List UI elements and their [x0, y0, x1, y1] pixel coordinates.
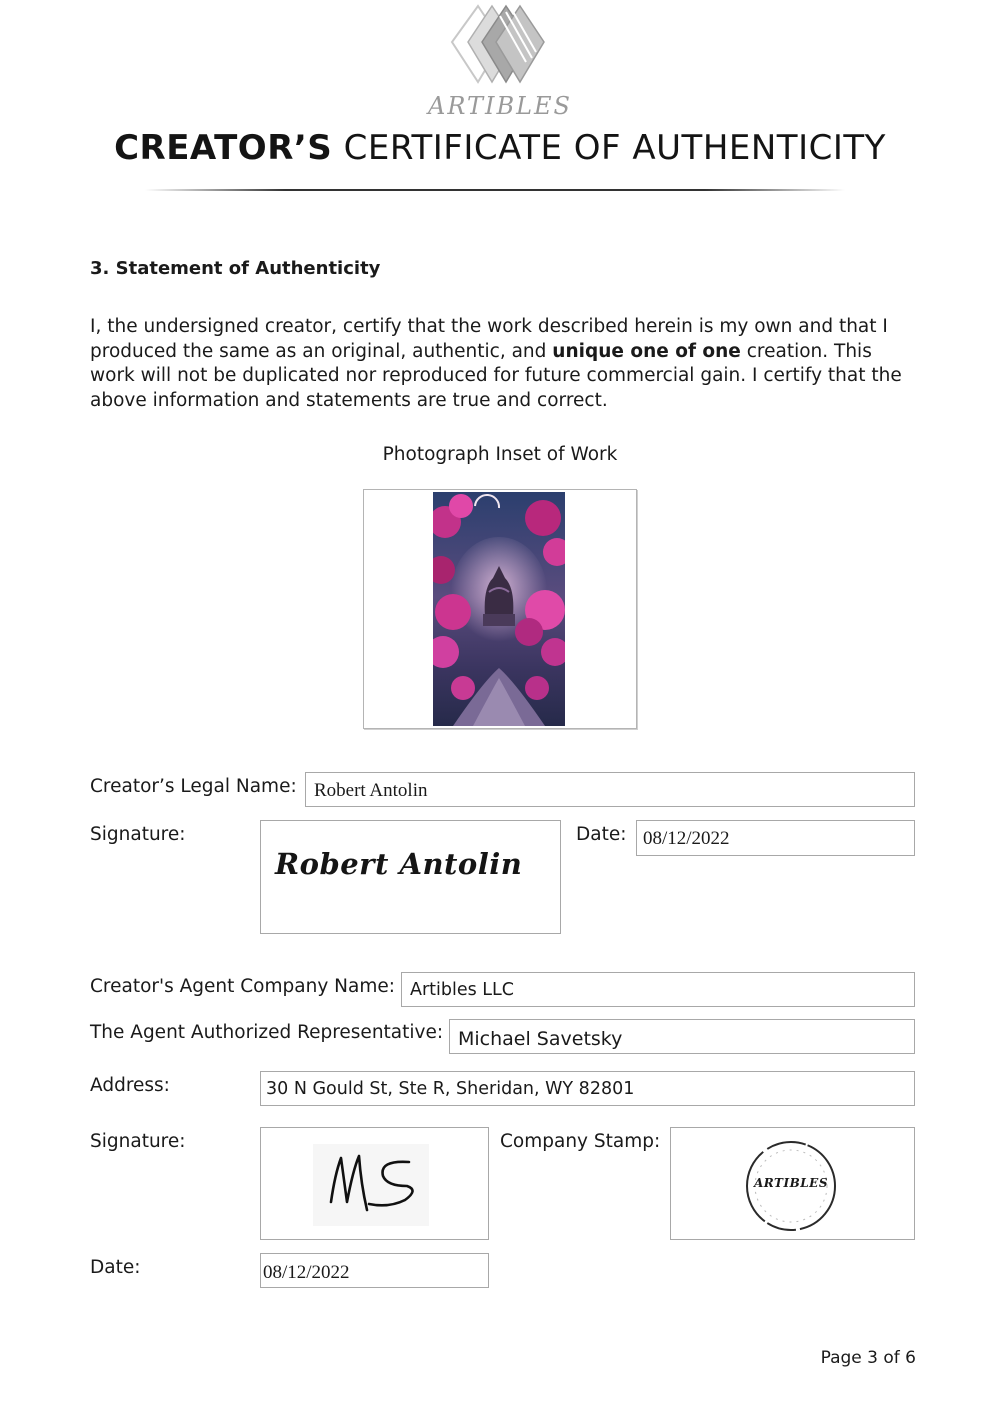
artibles-logo [440, 2, 560, 92]
agent-date-label: Date: [90, 1257, 141, 1278]
statement-text-1: I, the undersigned creator, certify that the work described herein is my own and that I produced the same as an original, authentic, and [90, 316, 888, 362]
statement-paragraph [90, 315, 910, 413]
statement-text-2: creation. This work will not be duplicated nor reproduced for future commercial gain. I certify that the above information and statements are true and correct. [90, 340, 902, 411]
address-label: Address: [90, 1075, 170, 1096]
section-heading: 3. Statement of Authenticity [90, 258, 381, 279]
stamp-text: ARTIBLES [753, 1176, 828, 1190]
creator-signature-label: Signature: [90, 824, 186, 845]
agent-company-field[interactable]: Artibles LLC [401, 972, 915, 1007]
statement-emphasis: unique one of one [552, 340, 741, 362]
agent-date-field[interactable]: 08/12/2022 [260, 1253, 489, 1288]
agent-signature-label: Signature: [90, 1131, 186, 1152]
title-rest: CERTIFICATE OF AUTHENTICITY [332, 128, 886, 168]
creator-signature-box[interactable] [260, 820, 561, 934]
agent-representative-field[interactable]: Michael Savetsky [449, 1019, 915, 1054]
title-bold: CREATOR’S [114, 128, 333, 168]
agent-representative-label: The Agent Authorized Representative: [90, 1022, 444, 1043]
company-stamp-box [670, 1127, 915, 1240]
agent-company-label: Creator's Agent Company Name: [90, 976, 395, 997]
artwork-image [433, 492, 565, 726]
creator-legal-name-label: Creator’s Legal Name: [90, 776, 297, 797]
agent-signature-box[interactable] [260, 1127, 489, 1240]
creator-date-field[interactable]: 08/12/2022 [636, 820, 915, 856]
inset-caption: Photograph Inset of Work [382, 444, 618, 465]
photo-inset-frame [363, 489, 637, 729]
address-field[interactable]: 30 N Gould St, Ste R, Sheridan, WY 82801 [260, 1071, 915, 1106]
logo-diamond-icon [440, 2, 560, 92]
creator-legal-name-field[interactable]: Robert Antolin [305, 772, 915, 807]
agent-signature-ms [313, 1144, 429, 1226]
page-number: Page 3 of 6 [820, 1348, 916, 1368]
logo-wordmark: ARTIBLES [427, 92, 572, 120]
creator-signature: Robert Antolin [275, 847, 523, 881]
title-divider [145, 189, 845, 191]
creator-date-label: Date: [576, 824, 627, 845]
page-title [0, 128, 1000, 168]
company-stamp-label: Company Stamp: [500, 1131, 661, 1152]
